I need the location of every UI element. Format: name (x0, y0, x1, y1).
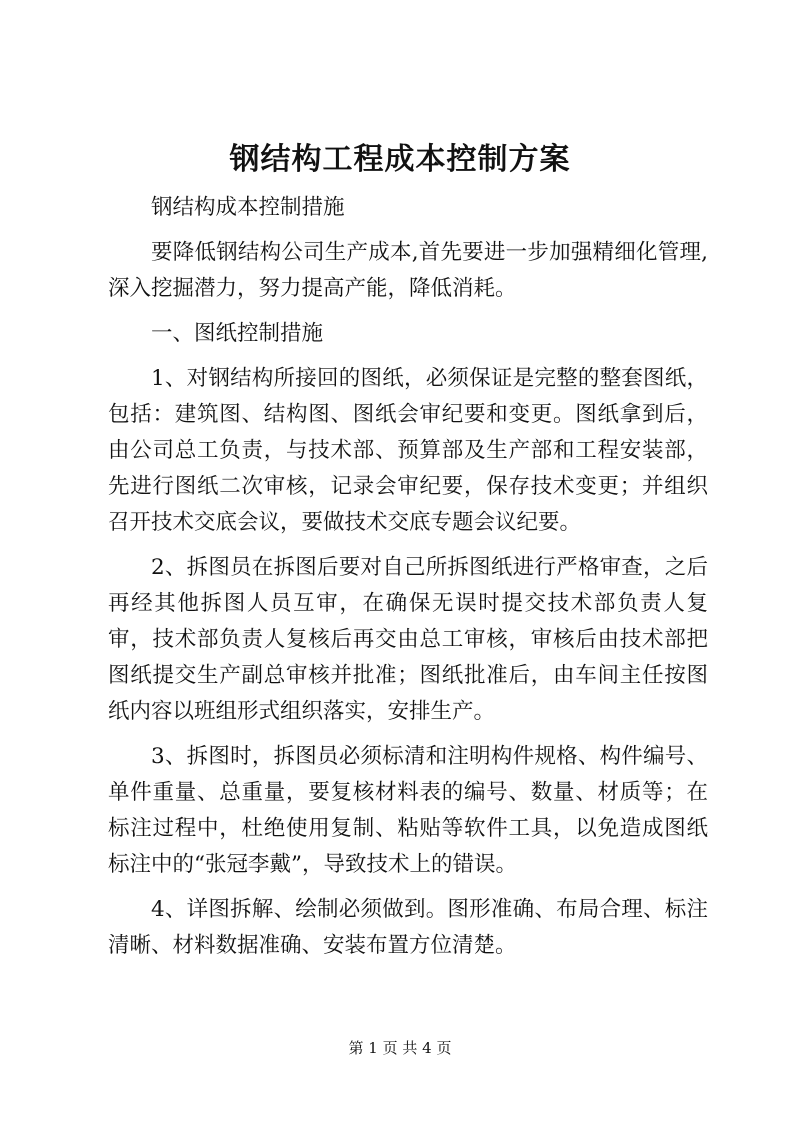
paragraph-section-heading: 一、图纸控制措施 (151, 321, 324, 346)
paragraph-item-2: 2、拆图员在拆图后要对自己所拆图纸进行严格审查，之后再经其他拆图人员互审，在确保无误时提交技术部负责人复审，技术部负责人复核后再交由总工审核，审核后由技术部把图纸提交生产副总审核并批准；图纸批准后，由车间主任按图纸内容以班组形式组织落实，安排生产。 (108, 555, 708, 724)
document-title: 钢结构工程成本控制方案 (229, 142, 571, 177)
paragraph-intro: 要降低钢结构公司生产成本,首先要进一步加强精细化管理,深入挖掘潜力，努力提高产能，降低消耗。 (108, 240, 708, 301)
page-footer: 第 1 页 共 4 页 (348, 1039, 452, 1057)
document-body (108, 190, 708, 973)
paragraph-item-3: 3、拆图时，拆图员必须标清和注明构件规格、构件编号、单件重量、总重量，要复核材料表的编号、数量、材质等；在标注过程中，杜绝使用复制、粘贴等软件工具，以免造成图纸标注中的“张冠李戴”，导致技术上的错误。 (108, 744, 708, 877)
paragraph-subtitle: 钢结构成本控制措施 (151, 195, 345, 220)
paragraph-item-4: 4、详图拆解、绘制必须做到。图形准确、布局合理、标注清晰、材料数据准确、安装布置方位清楚。 (108, 897, 708, 958)
paragraph-item-1: 1、对钢结构所接回的图纸，必须保证是完整的整套图纸，包括：建筑图、结构图、图纸会审纪要和变更。图纸拿到后，由公司总工负责，与技术部、预算部及生产部和工程安装部，先进行图纸二次审核，记录会审纪要，保存技术变更；并组织召开技术交底会议，要做技术交底专题会议纪要。 (108, 366, 708, 535)
